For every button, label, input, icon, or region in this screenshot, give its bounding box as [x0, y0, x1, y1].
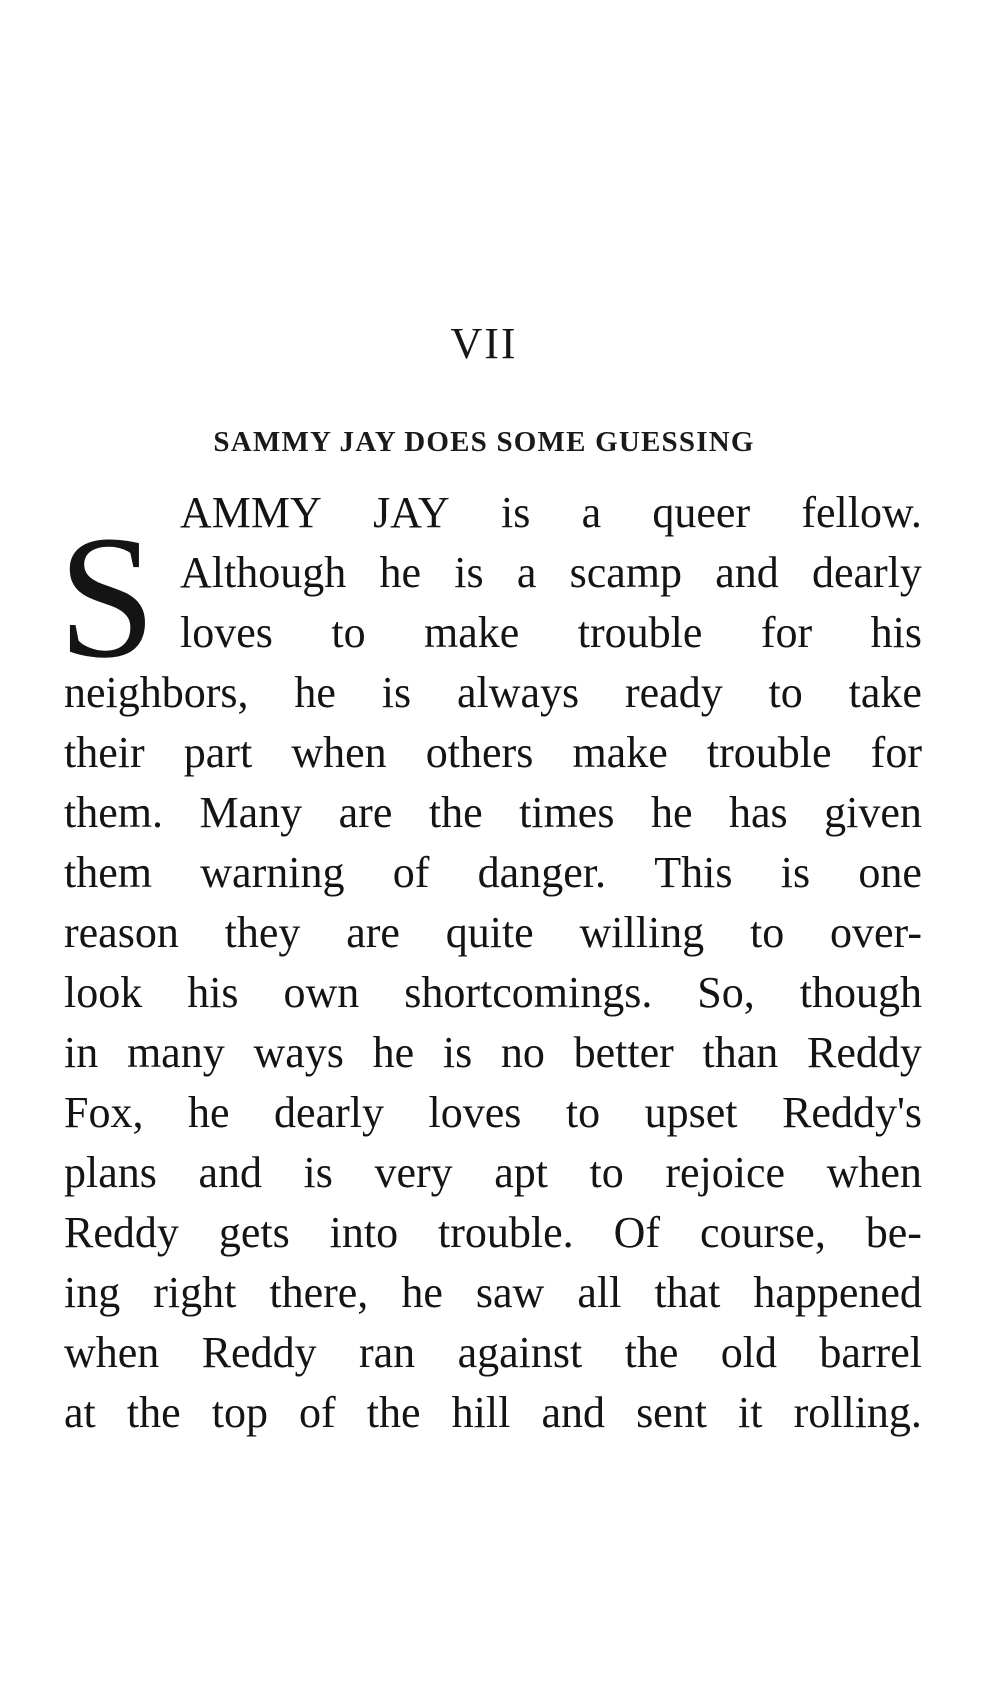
text-line	[64, 1268, 922, 1317]
word: many	[126, 1028, 225, 1077]
text-line	[64, 1208, 922, 1257]
word: though	[799, 968, 922, 1017]
word: ran	[358, 1328, 416, 1377]
text-line	[180, 608, 922, 657]
word: times	[519, 788, 615, 837]
word: upset	[644, 1088, 738, 1137]
word: trouble.	[438, 1208, 574, 1257]
word: gets	[218, 1208, 290, 1257]
word: others	[425, 728, 534, 777]
word: is	[381, 668, 412, 717]
word: ready	[624, 668, 723, 717]
word: for	[760, 608, 813, 657]
word: trouble	[706, 728, 832, 777]
word: they	[224, 908, 301, 957]
word: the	[428, 788, 483, 837]
word: is	[454, 548, 484, 597]
word: than	[702, 1028, 779, 1077]
word: his	[870, 608, 922, 657]
word: hill	[451, 1388, 511, 1437]
word: all	[577, 1268, 622, 1317]
word: of	[392, 848, 430, 897]
word: neighbors,	[64, 668, 249, 717]
word: is	[303, 1148, 333, 1197]
word: make	[572, 728, 668, 777]
word: no	[500, 1028, 545, 1077]
word: Many	[199, 788, 303, 837]
word: a	[581, 488, 602, 537]
word: loves	[428, 1088, 522, 1137]
word: plans	[64, 1148, 157, 1197]
text-line	[180, 488, 922, 537]
word: for	[870, 728, 922, 777]
word: dearly	[274, 1088, 384, 1137]
word: trouble	[577, 608, 703, 657]
word: JAY	[373, 488, 450, 537]
text-line	[64, 728, 922, 777]
word: sent	[636, 1388, 707, 1437]
word: is	[780, 848, 811, 897]
word: ways	[253, 1028, 344, 1077]
word: part	[183, 728, 253, 777]
word: he	[372, 1028, 415, 1077]
word: to	[565, 1088, 601, 1137]
word: willing	[579, 908, 705, 957]
word: apt	[494, 1148, 548, 1197]
word: barrel	[819, 1328, 922, 1377]
word: them	[64, 848, 152, 897]
word: against	[457, 1328, 583, 1377]
word: has	[728, 788, 788, 837]
word: it	[738, 1388, 763, 1437]
text-line	[64, 1088, 922, 1137]
word: own	[283, 968, 360, 1017]
word: Of	[613, 1208, 661, 1257]
word: their	[64, 728, 145, 777]
word: over-	[830, 908, 922, 957]
word: course,	[700, 1208, 826, 1257]
drop-cap: S	[58, 500, 156, 695]
word: when	[291, 728, 387, 777]
word: to	[749, 908, 785, 957]
word: Reddy's	[782, 1088, 922, 1137]
word: better	[573, 1028, 674, 1077]
text-line	[64, 968, 922, 1017]
word: shortcomings.	[404, 968, 653, 1017]
word: So,	[697, 968, 755, 1017]
word: them.	[64, 788, 163, 837]
word: Reddy	[807, 1028, 922, 1077]
word: when	[826, 1148, 922, 1197]
word: he	[379, 548, 421, 597]
word: of	[299, 1388, 336, 1437]
word: are	[338, 788, 393, 837]
word: that	[654, 1268, 721, 1317]
word: and	[715, 548, 779, 597]
word: take	[848, 668, 922, 717]
word: and	[198, 1148, 262, 1197]
text-line	[64, 668, 922, 717]
word: he	[188, 1088, 230, 1137]
word: at	[64, 1388, 96, 1437]
word: This	[654, 848, 733, 897]
word: look	[64, 968, 143, 1017]
word: warning	[200, 848, 345, 897]
word: top	[211, 1388, 268, 1437]
word: the	[126, 1388, 181, 1437]
word: Reddy	[64, 1208, 179, 1257]
word: quite	[445, 908, 534, 957]
word: he	[294, 668, 336, 717]
word: saw	[475, 1268, 545, 1317]
word: reason	[64, 908, 179, 957]
word: dearly	[812, 548, 922, 597]
word: one	[858, 848, 922, 897]
text-line	[64, 1388, 922, 1437]
word: Reddy	[201, 1328, 317, 1377]
word: his	[187, 968, 239, 1017]
word: he	[650, 788, 693, 837]
word: the	[624, 1328, 679, 1377]
word: rolling.	[793, 1388, 922, 1437]
word: Fox,	[64, 1088, 144, 1137]
word: to	[768, 668, 803, 717]
word: to	[331, 608, 366, 657]
word: is	[442, 1028, 473, 1077]
word: given	[824, 788, 922, 837]
word: the	[366, 1388, 421, 1437]
word: ing	[64, 1268, 121, 1317]
word: in	[64, 1028, 99, 1077]
text-line	[64, 908, 922, 957]
word: are	[346, 908, 400, 957]
word: be-	[865, 1208, 922, 1257]
word: there,	[269, 1268, 369, 1317]
text-line	[64, 1148, 922, 1197]
word: he	[401, 1268, 443, 1317]
text-line	[64, 788, 922, 837]
word: AMMY	[180, 488, 322, 537]
word: happened	[753, 1268, 922, 1317]
text-line	[64, 1028, 922, 1077]
word: is	[500, 488, 531, 537]
text-line	[180, 548, 922, 597]
chapter-number: VII	[450, 319, 518, 368]
word: when	[64, 1328, 160, 1377]
word: scamp	[569, 548, 682, 597]
word: Although	[180, 548, 347, 597]
word: to	[589, 1148, 624, 1197]
text-line	[64, 1328, 922, 1377]
word: rejoice	[665, 1148, 786, 1197]
word: into	[329, 1208, 399, 1257]
word: loves	[180, 608, 273, 657]
word: queer	[652, 488, 751, 537]
word: right	[153, 1268, 237, 1317]
word: old	[720, 1328, 777, 1377]
word: very	[374, 1148, 453, 1197]
word: fellow.	[801, 488, 922, 537]
word: and	[541, 1388, 605, 1437]
word: make	[424, 608, 520, 657]
word: danger.	[477, 848, 606, 897]
word: always	[456, 668, 580, 717]
text-line	[64, 848, 922, 897]
word: a	[516, 548, 537, 597]
chapter-title: SAMMY JAY DOES SOME GUESSING	[213, 426, 755, 458]
